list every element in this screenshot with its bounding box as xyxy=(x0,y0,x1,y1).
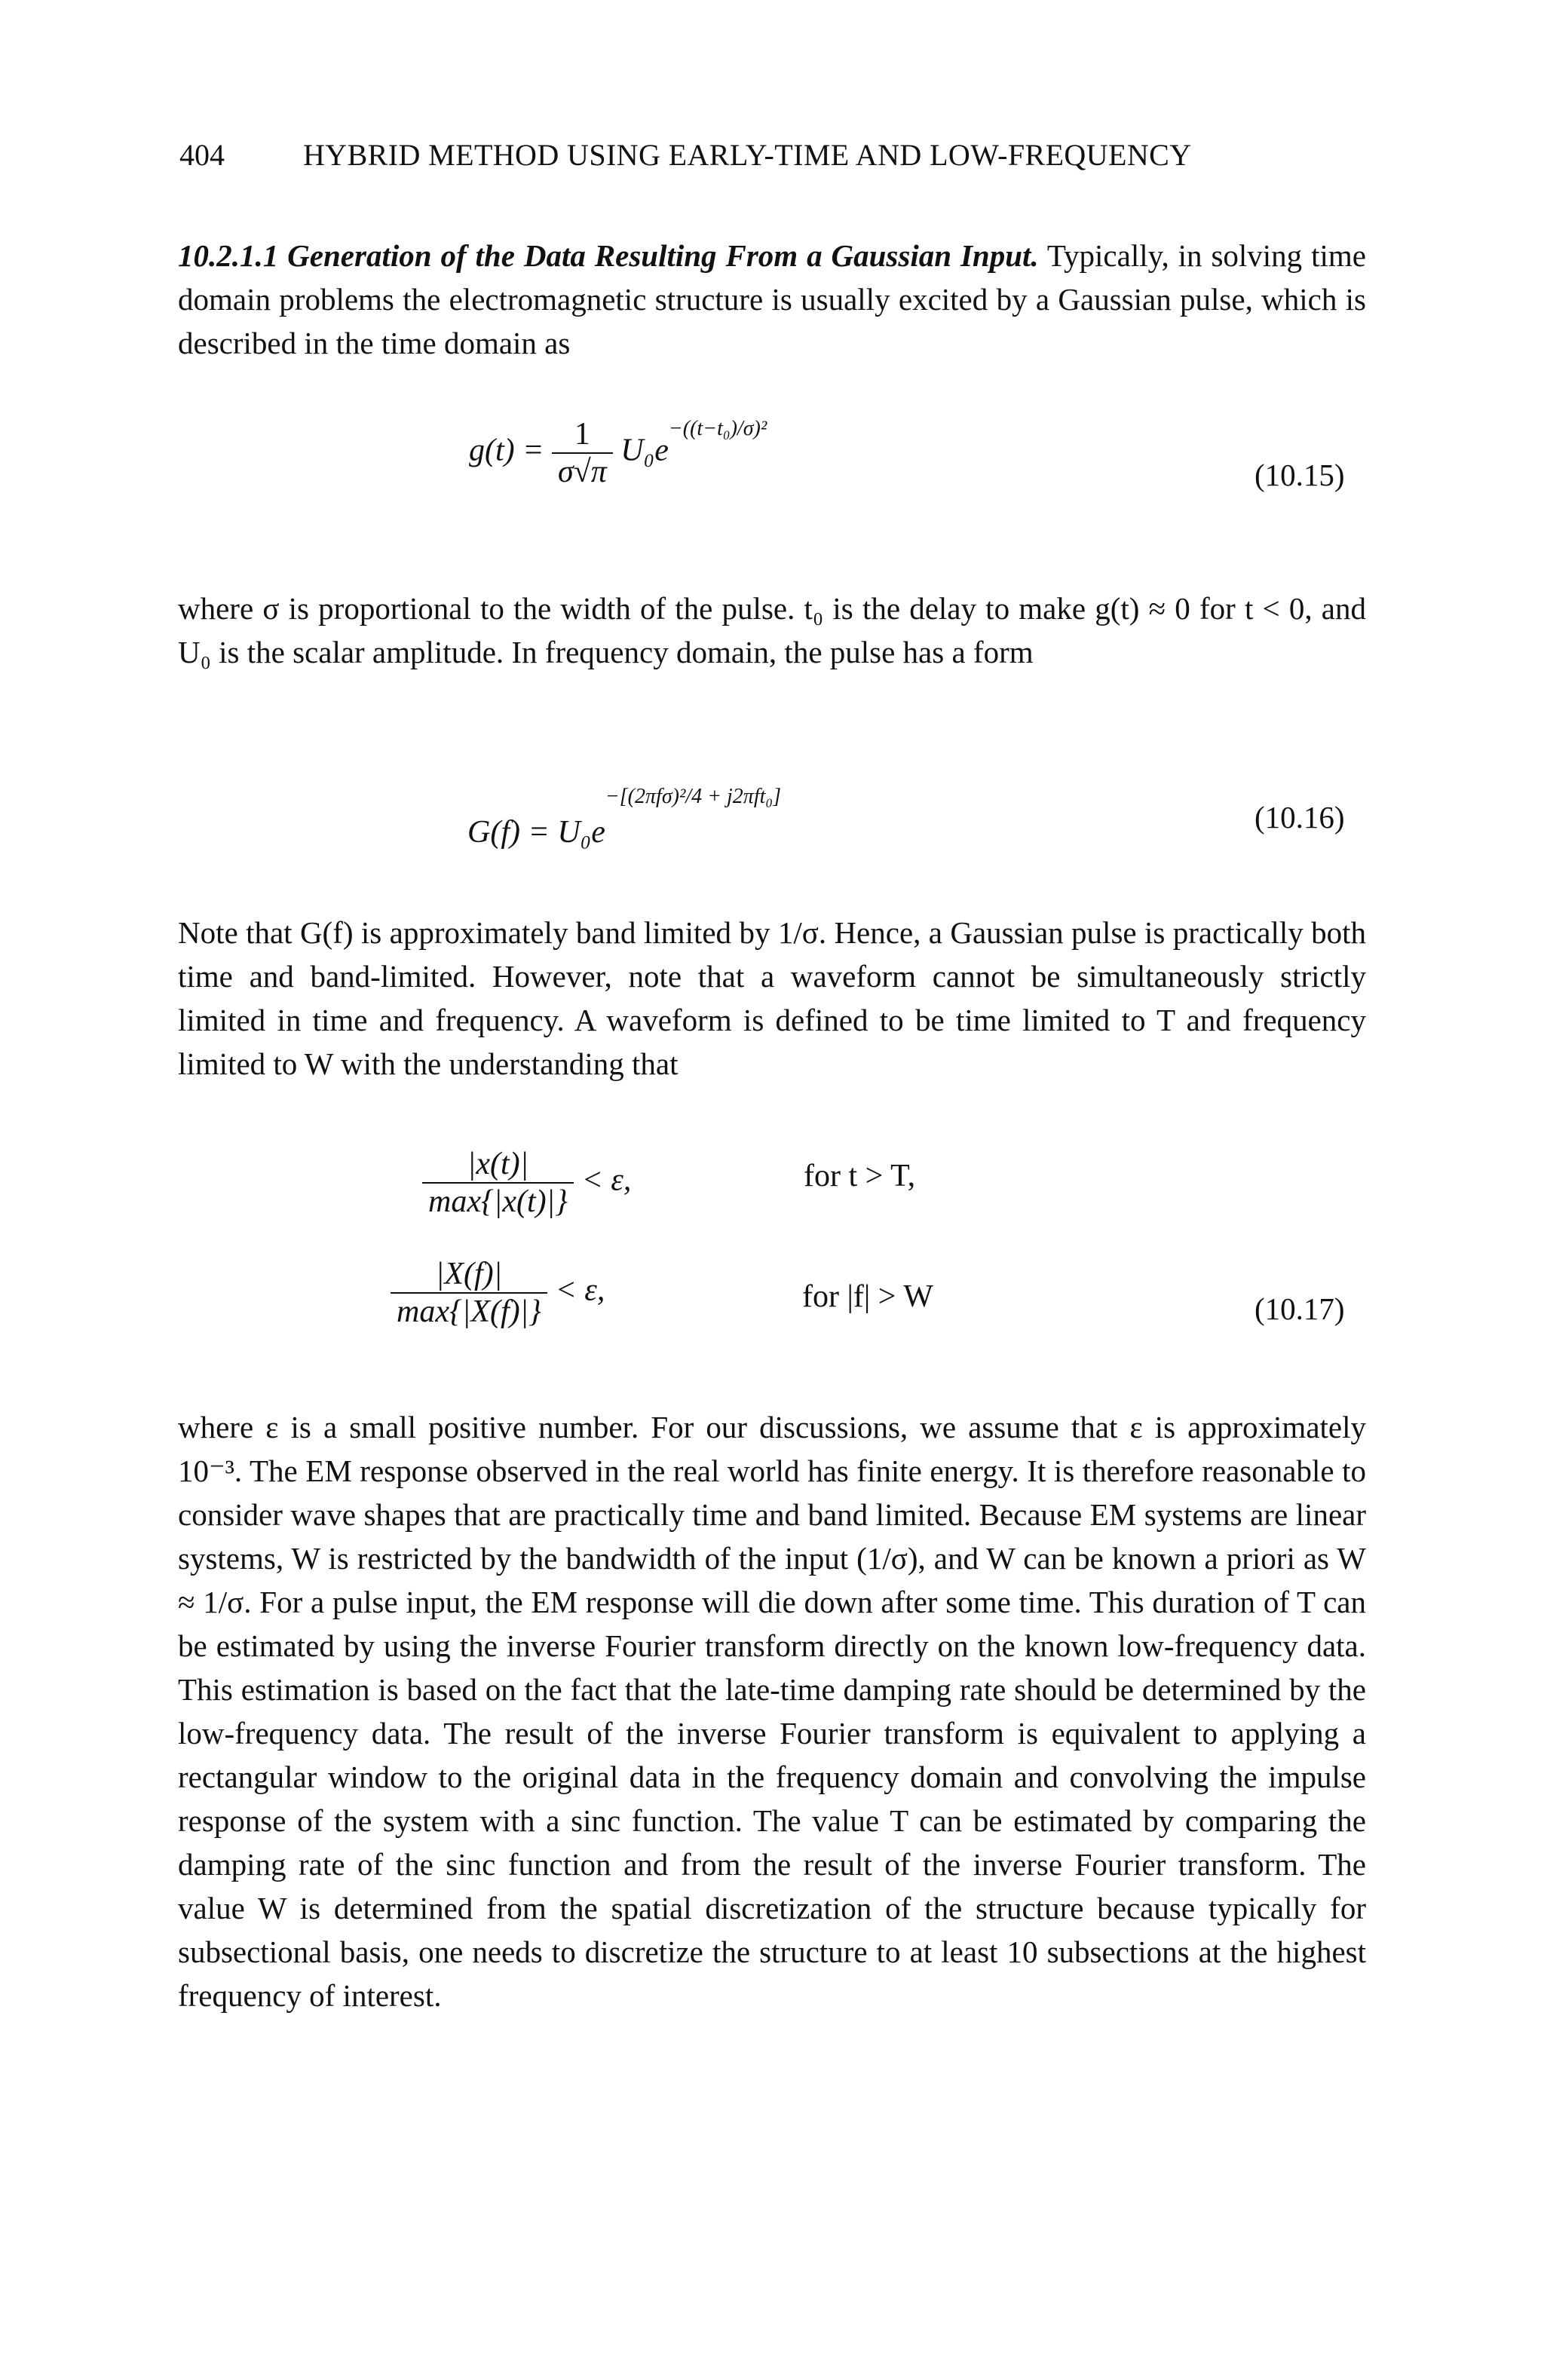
equation-number-10-15: (10.15) xyxy=(1254,458,1345,492)
section-paragraph xyxy=(178,234,1366,365)
eq17-frac2-den: max{|X(f)|} xyxy=(397,1294,541,1329)
eq17-condition-1: for t > T, xyxy=(804,1159,916,1193)
eq16-lhs: G(f) = U₀e xyxy=(467,815,605,850)
eq15-frac-num: 1 xyxy=(552,416,613,454)
equation-10-15 xyxy=(469,416,767,490)
section-intro-text: Typically, in solving time domain problems the electromagnetic structure is usually excited by a Gaussian pulse, which is described in the time domain as xyxy=(178,238,1366,360)
equation-number-10-17: (10.17) xyxy=(1254,1291,1345,1326)
eq17-fraction-1 xyxy=(422,1146,574,1220)
eq15-exponent: −((t−t₀)/σ)² xyxy=(668,416,767,440)
equation-number-10-16: (10.16) xyxy=(1254,800,1345,835)
eq15-frac-den: σ√π xyxy=(557,455,607,489)
running-head: HYBRID METHOD USING EARLY-TIME AND LOW-FREQUENCY xyxy=(303,138,1192,172)
eq15-fraction xyxy=(552,416,613,490)
paragraph-sigma: where σ is proportional to the width of the pulse. t₀ is the delay to make g(t) ≈ 0 for t < 0, and U₀ is the scalar amplitude. In frequency domain, the pulse has a form xyxy=(178,591,1366,669)
section-heading: 10.2.1.1 Generation of the Data Resulting From a Gaussian Input. xyxy=(178,238,1039,273)
eq15-body: U₀e xyxy=(620,433,669,468)
page-number: 404 xyxy=(179,138,225,172)
paragraph-where-epsilon: where ε is a small positive number. For our discussions, we assume that ε is approximately 10⁻³. The EM response observed in the real world has finite energy. It is therefore reasonable to consider wave shapes that are practically time and band limited. Because EM systems are linear systems, W is restricted by the bandwidth of the input (1/σ), and W can be known a priori as W ≈ 1/σ. For a pulse input, the EM response will die down after some time. This duration of T can be estimated by using the inverse Fourier transform directly on the known low-frequency data. This estimation is based on the fact that the late-time damping rate should be determined by the low-frequency data. The result of the inverse Fourier transform is equivalent to applying a rectangular window to the original data in the frequency domain and convolving the impulse response of the system with a sinc function. The value T can be estimated by comparing the damping rate of the sinc function and from the result of the inverse Fourier transform. The value W is determined from the spatial discretization of the structure because typically for subsectional basis, one needs to discretize the structure to at least 10 subsections at the highest frequency of interest. xyxy=(178,1410,1366,2013)
eq16-exponent: −[(2πfσ)²/4 + j2πft₀] xyxy=(605,785,782,808)
equation-10-17-line-2 xyxy=(391,1256,605,1330)
eq17-condition-2: for |f| > W xyxy=(802,1279,933,1314)
paragraph-note: Note that G(f) is approximately band limited by 1/σ. Hence, a Gaussian pulse is practically both time and band-limited. However, note that a waveform cannot be simultaneously strictly limited in time and frequency. A waveform is defined to be time limited to T and frequency limited to W with the understanding that xyxy=(178,915,1366,1081)
eq15-lhs: g(t) = xyxy=(469,433,544,468)
eq17-frac1-num: |x(t)| xyxy=(422,1146,574,1184)
eq17-frac2-num: |X(f)| xyxy=(391,1256,547,1294)
equation-10-17-line-1 xyxy=(422,1146,631,1220)
eq17-rel-2: < ε, xyxy=(555,1273,605,1308)
page-header xyxy=(179,137,1363,182)
eq17-frac1-den: max{|x(t)|} xyxy=(428,1184,568,1219)
eq17-fraction-2 xyxy=(391,1256,547,1330)
eq17-rel-1: < ε, xyxy=(581,1162,632,1198)
